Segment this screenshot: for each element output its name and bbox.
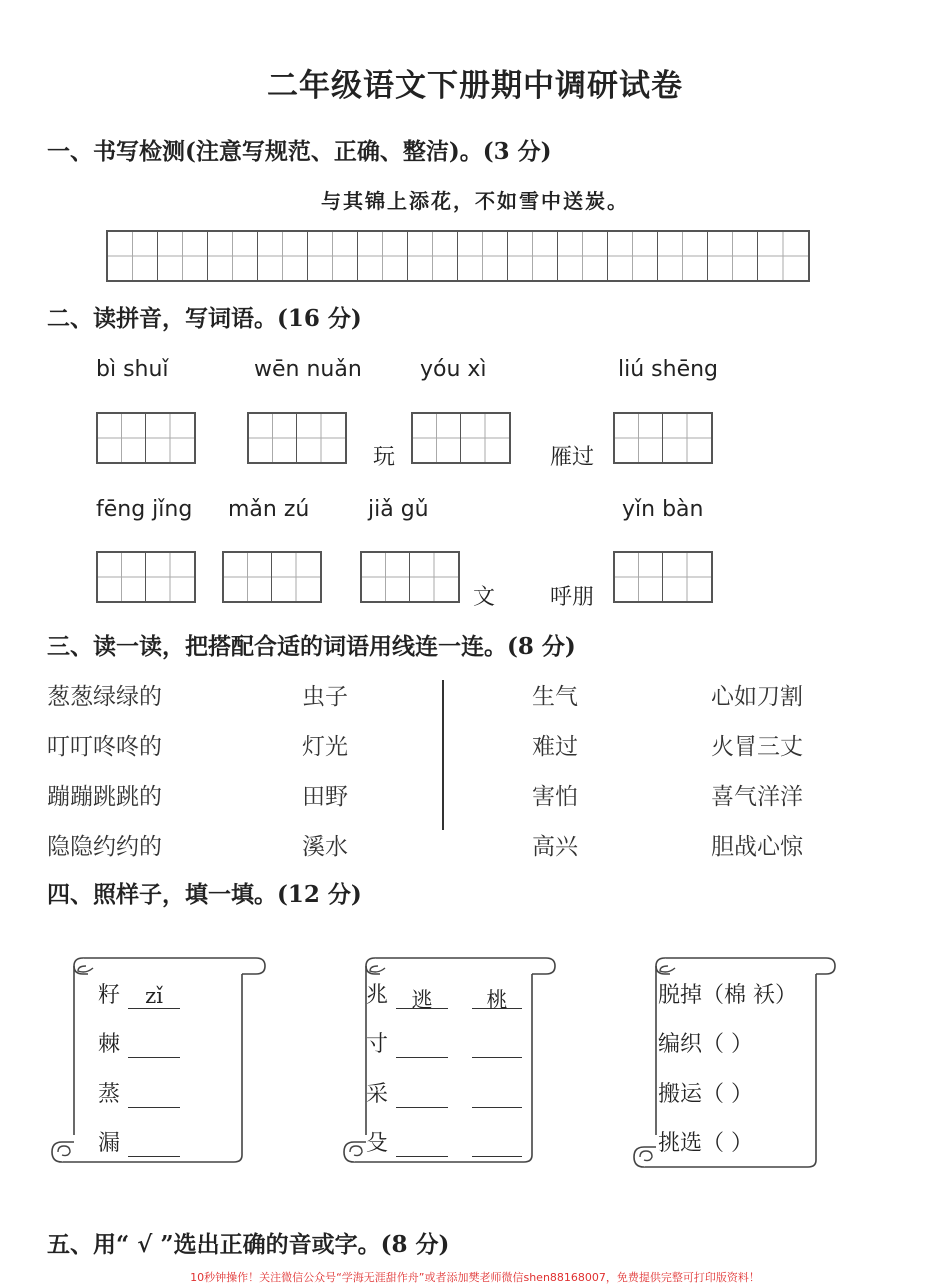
match-emotion-2[interactable]: 难过 [532,734,578,760]
section3-heading: 三、读一读，把搭配合适的词语用线连一连。(8 分) [47,633,576,660]
writing-grid-cell[interactable] [608,232,658,280]
scroll3-word-3: 搬运 [658,1082,703,1107]
scroll2-char-1: 兆 [366,983,389,1008]
writing-grid-cell[interactable] [308,232,358,280]
scroll2-blank-3b[interactable] [472,1083,522,1108]
section1-heading: 一、书写检测(注意写规范、正确、整洁)。(3 分) [47,138,552,165]
pinyin-5: fēng jǐng [96,497,193,522]
pinyin-2: wēn nuǎn [254,357,362,382]
scroll2-blank-4a[interactable] [396,1132,448,1157]
writing-grid-cell[interactable] [658,232,708,280]
match-emotion-3[interactable]: 害怕 [532,784,578,810]
scroll3-answer-3[interactable]: （ ） [702,1082,754,1107]
writing-grid-cell[interactable] [358,232,408,280]
answer-box-7[interactable] [360,551,460,603]
writing-grid-cell[interactable] [458,232,508,280]
writing-grid-cell[interactable] [208,232,258,280]
scroll1-blank-1[interactable]: zǐ [128,984,180,1009]
scroll2-blank-2b[interactable] [472,1033,522,1058]
answer-box-3[interactable] [411,412,511,464]
match-idiom-4[interactable]: 胆战心惊 [711,834,803,860]
writing-grid-cell[interactable] [158,232,208,280]
scroll2-blank-4b[interactable] [472,1132,522,1157]
suffix-wen: 文 [473,585,496,610]
copy-sentence: 与其锦上添花，不如雪中送炭。 [321,189,629,213]
writing-grid-cell[interactable] [108,232,158,280]
writing-grid-cell[interactable] [758,232,808,280]
pinyin-3: yóu xì [420,357,487,382]
match-idiom-1[interactable]: 心如刀割 [711,684,803,710]
answer-box-6[interactable] [222,551,322,603]
scroll2-blank-3a[interactable] [396,1083,448,1108]
scroll1-blank-3[interactable] [128,1083,180,1108]
scroll3-answer-4[interactable]: （ ） [702,1131,754,1156]
answer-box-5[interactable] [96,551,196,603]
scroll1-char-2: 棘 [98,1032,121,1057]
answer-box-4[interactable] [613,412,713,464]
scroll-2 [340,950,560,1170]
answer-box-8[interactable] [613,551,713,603]
column-divider [442,680,444,830]
writing-grid-cell[interactable] [708,232,758,280]
pinyin-1: bì shuǐ [96,357,169,382]
pinyin-7: jiǎ gǔ [368,497,429,522]
match-idiom-2[interactable]: 火冒三丈 [711,734,803,760]
answer-box-1[interactable] [96,412,196,464]
scroll3-word-2: 编织 [658,1032,703,1057]
scroll3-word-1: 脱掉 [658,983,703,1008]
scroll3-answer-2[interactable]: （ ） [702,1032,754,1057]
pinyin-4: liú shēng [618,357,719,382]
suffix-wan: 玩 [373,445,396,470]
scroll1-char-3: 蒸 [98,1082,121,1107]
answer-box-2[interactable] [247,412,347,464]
scroll2-blank-1a[interactable]: 逃 [396,984,448,1009]
scroll3-word-4: 挑选 [658,1131,703,1156]
scroll3-answer-1[interactable]: （棉 袄） [702,983,798,1008]
match-noun-3[interactable]: 田野 [302,784,348,810]
match-noun-1[interactable]: 虫子 [302,684,348,710]
scroll2-blank-1b[interactable]: 桃 [472,984,522,1009]
writing-grid-cell[interactable] [408,232,458,280]
pinyin-8: yǐn bàn [622,497,704,522]
footer-notice: 10秒钟操作！关注微信公众号“学海无涯甜作舟”或者添加樊老师微信shen88168007，免费提供完整可打印版资料！ [190,1271,760,1284]
scroll2-char-3: 采 [366,1082,389,1107]
pinyin-6: mǎn zú [228,497,310,522]
match-left-1[interactable]: 葱葱绿绿的 [47,684,162,710]
scroll-1 [48,950,268,1170]
section4-heading: 四、照样子，填一填。(12 分) [47,881,362,908]
match-emotion-4[interactable]: 高兴 [532,834,578,860]
scroll2-char-2: 寸 [366,1032,389,1057]
writing-grid-cell[interactable] [258,232,308,280]
section2-heading: 二、读拼音，写词语。(16 分) [47,305,362,332]
match-left-4[interactable]: 隐隐约约的 [47,834,162,860]
prefix-hupeng: 呼朋 [550,585,595,610]
page-title: 二年级语文下册期中调研试卷 [267,68,683,104]
match-emotion-1[interactable]: 生气 [532,684,578,710]
writing-grid-cell[interactable] [558,232,608,280]
scroll1-char-4: 漏 [98,1131,121,1156]
section5-heading: 五、用“ √ ”选出正确的音或字。(8 分) [47,1231,450,1258]
match-idiom-3[interactable]: 喜气洋洋 [711,784,803,810]
scroll1-blank-2[interactable] [128,1033,180,1058]
match-noun-4[interactable]: 溪水 [302,834,348,860]
scroll1-char-1: 籽 [98,983,121,1008]
writing-grid[interactable] [106,230,810,282]
match-left-3[interactable]: 蹦蹦跳跳的 [47,784,162,810]
writing-grid-cell[interactable] [508,232,558,280]
match-left-2[interactable]: 叮叮咚咚的 [47,734,162,760]
suffix-yanguo: 雁过 [550,445,595,470]
scroll1-blank-4[interactable] [128,1132,180,1157]
match-noun-2[interactable]: 灯光 [302,734,348,760]
scroll2-char-4: 殳 [366,1131,389,1156]
scroll-3 [630,950,850,1170]
scroll2-blank-2a[interactable] [396,1033,448,1058]
